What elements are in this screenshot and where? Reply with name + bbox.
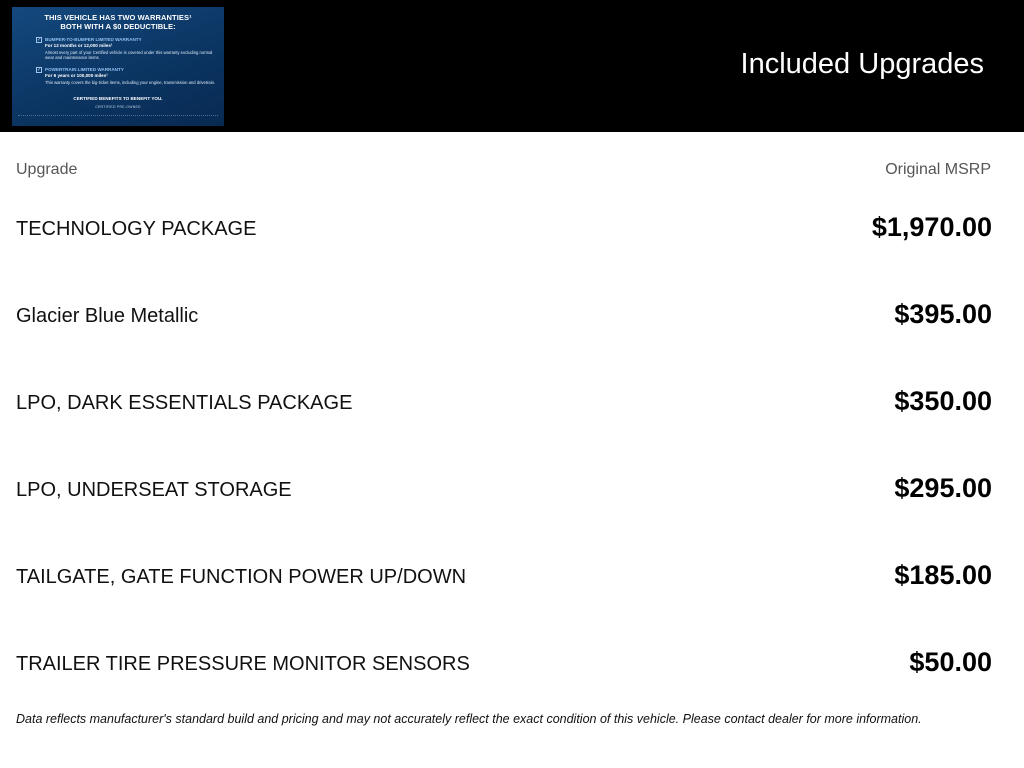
banner-item-heading: BUMPER-TO-BUMPER LIMITED WARRANTY	[45, 37, 142, 42]
page-title: Included Upgrades	[740, 48, 984, 80]
upgrade-name: TECHNOLOGY PACKAGE	[16, 218, 257, 240]
upgrade-price: $350.00	[894, 386, 992, 416]
upgrade-name: TAILGATE, GATE FUNCTION POWER UP/DOWN	[16, 566, 467, 588]
upgrade-name: LPO, UNDERSEAT STORAGE	[16, 479, 292, 501]
banner-item-sub: For 12 months or 12,000 miles¹	[45, 43, 113, 48]
upgrade-row	[0, 532, 1024, 619]
checkbox-icon: ✓	[37, 37, 42, 43]
banner-item-heading: POWERTRAIN LIMITED WARRANTY	[45, 67, 124, 72]
banner-item-bumper	[37, 37, 217, 60]
upgrade-row	[0, 358, 1024, 445]
upgrade-row	[0, 184, 1024, 271]
banner-fine-print	[18, 115, 218, 119]
column-header-msrp: Original MSRP	[885, 161, 991, 178]
banner-footer: CERTIFIED BENEFITS TO BENEFIT YOU.	[73, 96, 163, 101]
banner-item-powertrain	[37, 67, 217, 85]
upgrade-price: $395.00	[894, 299, 992, 329]
banner-logos: CERTIFIED PRE-OWNED	[95, 105, 141, 109]
banner-title	[12, 13, 224, 31]
banner-title-line1: THIS VEHICLE HAS TWO WARRANTIES¹	[44, 13, 192, 22]
disclaimer-text: Data reflects manufacturer's standard build and pricing and may not accurately reflect the exact condition of this vehicle. Please contact dealer for more information.	[16, 712, 922, 726]
banner-title-line2: BOTH WITH A $0 DEDUCTIBLE:	[60, 22, 176, 31]
banner-item-desc: This warranty covers the big-ticket items, including your engine, transmission and drivetrain.	[45, 80, 216, 85]
upgrade-name: TRAILER TIRE PRESSURE MONITOR SENSORS	[16, 653, 470, 675]
header-bar	[0, 0, 1024, 132]
banner-item-sub: For 6 years or 100,000 miles¹	[45, 73, 108, 78]
upgrade-name: Glacier Blue Metallic	[16, 305, 199, 327]
upgrade-row	[0, 619, 1024, 706]
upgrade-price: $50.00	[909, 647, 992, 677]
upgrade-name: LPO, DARK ESSENTIALS PACKAGE	[16, 392, 353, 414]
upgrade-price: $185.00	[894, 560, 992, 590]
checkbox-icon: ✓	[37, 67, 42, 73]
upgrade-row	[0, 271, 1024, 358]
banner-item-desc: Almost every part of your Certified vehicle is covered under this warranty excluding normal wear and maintenance items.	[45, 50, 213, 60]
warranty-banner-image	[12, 7, 224, 126]
upgrades-list	[0, 184, 1024, 706]
column-header-upgrade: Upgrade	[16, 161, 78, 178]
upgrade-row	[0, 445, 1024, 532]
upgrade-price: $1,970.00	[871, 212, 992, 242]
upgrade-price: $295.00	[894, 473, 992, 503]
